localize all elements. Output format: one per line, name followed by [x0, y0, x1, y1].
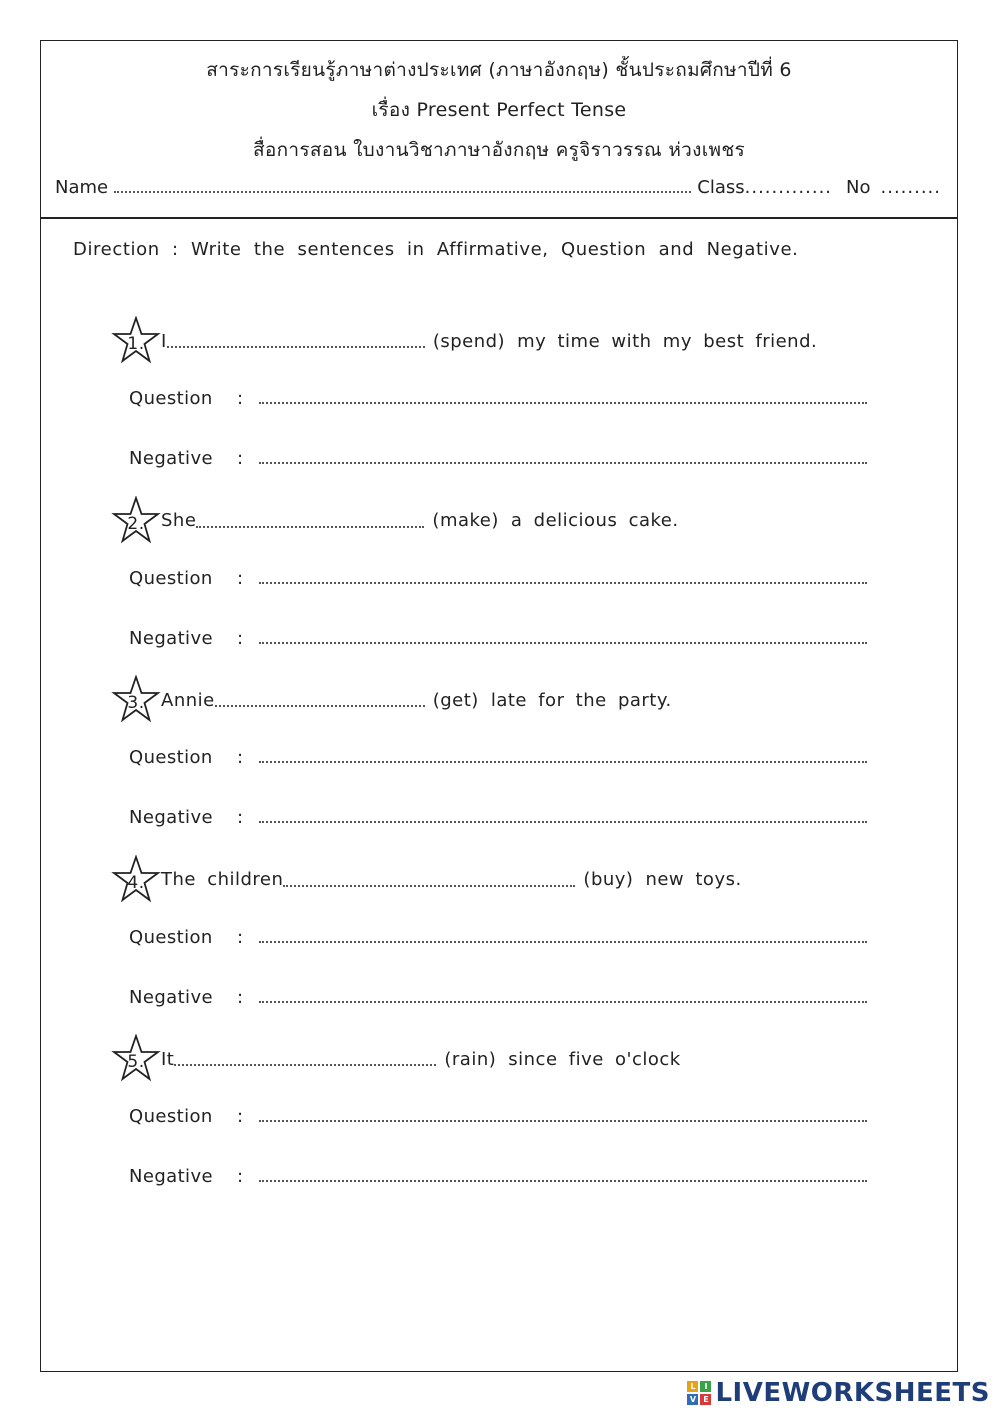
colon: :: [237, 627, 244, 649]
verb-blank[interactable]: [283, 873, 575, 887]
colon: :: [237, 807, 244, 828]
name-label: Name: [55, 177, 109, 198]
logo-icon: [687, 1381, 711, 1405]
verb-blank[interactable]: [215, 693, 425, 707]
worksheet: [40, 40, 958, 1372]
negative-answer-field[interactable]: [259, 628, 867, 644]
sentence-rest: my time with my best friend.: [517, 330, 818, 352]
negative-answer-field[interactable]: [259, 448, 867, 464]
sentence-rest: since five o'clock: [508, 1048, 681, 1070]
verb-hint: (buy): [583, 869, 634, 890]
negative-row: [129, 987, 867, 1017]
sentence-rest: a delicious cake.: [510, 510, 679, 531]
negative-label: Negative: [129, 627, 213, 649]
colon: :: [237, 1166, 244, 1187]
teacher-line: สื่อการสอน ใบงานวิชาภาษาอังกฤษ ครูจิราวรรณ ห่วงเพชร: [252, 139, 746, 161]
question-row: [129, 568, 867, 598]
question-answer-field[interactable]: [259, 388, 867, 404]
no-field[interactable]: .........: [880, 177, 941, 198]
sentence-subject: She: [161, 510, 197, 531]
question-row: [129, 927, 867, 957]
class-field[interactable]: .............: [744, 177, 833, 198]
negative-label: Negative: [129, 448, 213, 469]
negative-label: Negative: [129, 986, 213, 1008]
question-row: [129, 388, 867, 418]
sentence-subject: Annie: [161, 689, 215, 711]
colon: :: [237, 986, 244, 1008]
sentence-rest: late for the party.: [490, 689, 672, 711]
verb-blank[interactable]: [167, 334, 425, 348]
negative-row: [129, 628, 867, 658]
item-number: 5.: [127, 1052, 145, 1072]
star-number-badge: [111, 496, 161, 546]
verb-blank[interactable]: [196, 514, 424, 528]
exercise-sentence: [111, 675, 672, 725]
negative-label: Negative: [129, 1166, 213, 1187]
item-number: 1.: [127, 334, 145, 354]
logo-letter: V: [687, 1394, 698, 1405]
star-number-badge: [111, 1034, 161, 1084]
colon: :: [237, 388, 244, 409]
logo-letter: I: [700, 1381, 711, 1392]
item-number: 2.: [127, 513, 145, 534]
verb-hint: (make): [432, 510, 499, 531]
exercise-sentence: [111, 496, 679, 546]
negative-answer-field[interactable]: [259, 987, 867, 1003]
star-number-badge: [111, 675, 161, 725]
question-row: [129, 747, 867, 777]
star-number-badge: [111, 316, 161, 366]
item-number: 3.: [127, 693, 145, 713]
exercise-sentence: [111, 855, 742, 905]
question-row: [129, 1106, 867, 1136]
question-label: Question: [129, 1106, 213, 1127]
negative-row: [129, 807, 867, 837]
question-label: Question: [129, 747, 213, 768]
student-info-row: [55, 175, 941, 203]
verb-hint: (spend): [432, 330, 506, 352]
question-answer-field[interactable]: [259, 927, 867, 943]
class-label: Class: [697, 177, 745, 198]
direction-text: Direction : Write the sentences in Affirmative, Question and Negative.: [73, 239, 799, 260]
question-answer-field[interactable]: [259, 747, 867, 763]
question-label: Question: [129, 926, 213, 948]
question-answer-field[interactable]: [259, 1106, 867, 1122]
liveworksheets-logo: [687, 1378, 990, 1408]
verb-hint: (get): [432, 689, 479, 711]
question-label: Question: [129, 567, 213, 589]
colon: :: [237, 747, 244, 768]
exercise-sentence: [111, 1034, 681, 1084]
colon: :: [237, 1106, 244, 1127]
logo-letter: E: [700, 1394, 711, 1405]
worksheet-header: [41, 41, 957, 219]
no-label: No: [846, 177, 871, 198]
colon: :: [237, 926, 244, 948]
negative-answer-field[interactable]: [259, 807, 867, 823]
exercise-sentence: [111, 316, 817, 366]
sentence-rest: new toys.: [645, 869, 742, 890]
star-number-badge: [111, 855, 161, 905]
negative-label: Negative: [129, 807, 213, 828]
negative-answer-field[interactable]: [259, 1166, 867, 1182]
question-answer-field[interactable]: [259, 568, 867, 584]
name-field[interactable]: [114, 175, 691, 193]
logo-letter: L: [687, 1381, 698, 1392]
negative-row: [129, 448, 867, 478]
sentence-subject: The children: [161, 869, 284, 890]
topic-title: เรื่อง Present Perfect Tense: [371, 99, 627, 121]
item-number: 4.: [127, 872, 145, 893]
sentence-subject: It: [161, 1048, 175, 1070]
subject-title: สาระการเรียนรู้ภาษาต่างประเทศ (ภาษาอังกฤษ) ชั้นประถมศึกษาปีที่ 6: [206, 59, 792, 81]
question-label: Question: [129, 388, 213, 409]
verb-hint: (rain): [444, 1048, 497, 1070]
logo-text: LIVEWORKSHEETS: [715, 1378, 990, 1408]
negative-row: [129, 1166, 867, 1196]
sentence-subject: I: [161, 330, 167, 352]
verb-blank[interactable]: [174, 1052, 436, 1066]
colon: :: [237, 567, 244, 589]
colon: :: [237, 448, 244, 469]
